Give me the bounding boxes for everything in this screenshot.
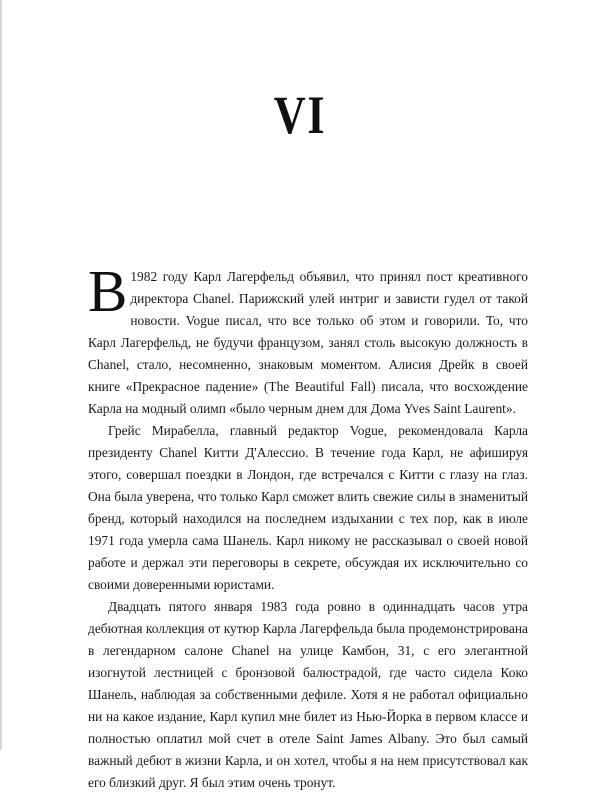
- drop-cap: В: [88, 258, 128, 324]
- paragraph-1-text: 1982 году Карл Лагерфельд объявил, что принял пост креативного директора Chanel. Парижский улей интриг и зависти гудел от такой новости. Vogue писал, что все только об этом и говорили. То, что Карл Лагерфельд, не будучи французом, занял столь высокую должность в Chanel, стало, несомненно, знаковым моментом. Алисия Дрейк в своей книге «Прекрасное падение» (The Beautiful Fall) писала, что восхождение Карла на модный олимп «было черным днем для Дома Yves Saint Laurent».: [88, 269, 528, 416]
- page-edge: [0, 0, 2, 750]
- paragraph-2: Грейс Мирабелла, главный редактор Vogue, рекомендовала Карла президенту Chanel Китти Д'Алессио. В течение года Карл, не афишируя этого, совершал поездки в Лондон, где встречался с Китти с глазу на глаз. Она была уверена, что только Карл сможет влить свежие силы в знаменитый бренд, который находился на последнем издыхании с тех пор, как в июле 1971 года умерла сама Шанель. Карл никому не рассказывал о своей новой работе и держал эти переговоры в секрете, обсуждая их исключительно со своими доверенными юристами.: [88, 423, 528, 592]
- paragraph-3: Двадцать пятого января 1983 года ровно в одиннадцать часов утра дебютная коллекция от кутюр Карла Лагерфельда была продемонстрирована в легендарном салоне Chanel на улице Камбон, 31, с его элегантной изогнутой лестницей с бронзовой балюстрадой, где часто сидела Коко Шанель, наблюдая за собственными дефиле. Хотя я не работал официально ни на какое издание, Карл купил мне билет из Нью-Йорка в первом классе и полностью оплатил мой счет в отеле Saint James Albany. Это был самый важный дебют в жизни Карла, и он хотел, чтобы я на нем присутствовал как его близкий друг. Я был этим очень тронут.: [88, 599, 528, 790]
- paragraph-1: [88, 258, 528, 420]
- body-text: [88, 258, 528, 794]
- chapter-number: VI: [273, 85, 327, 145]
